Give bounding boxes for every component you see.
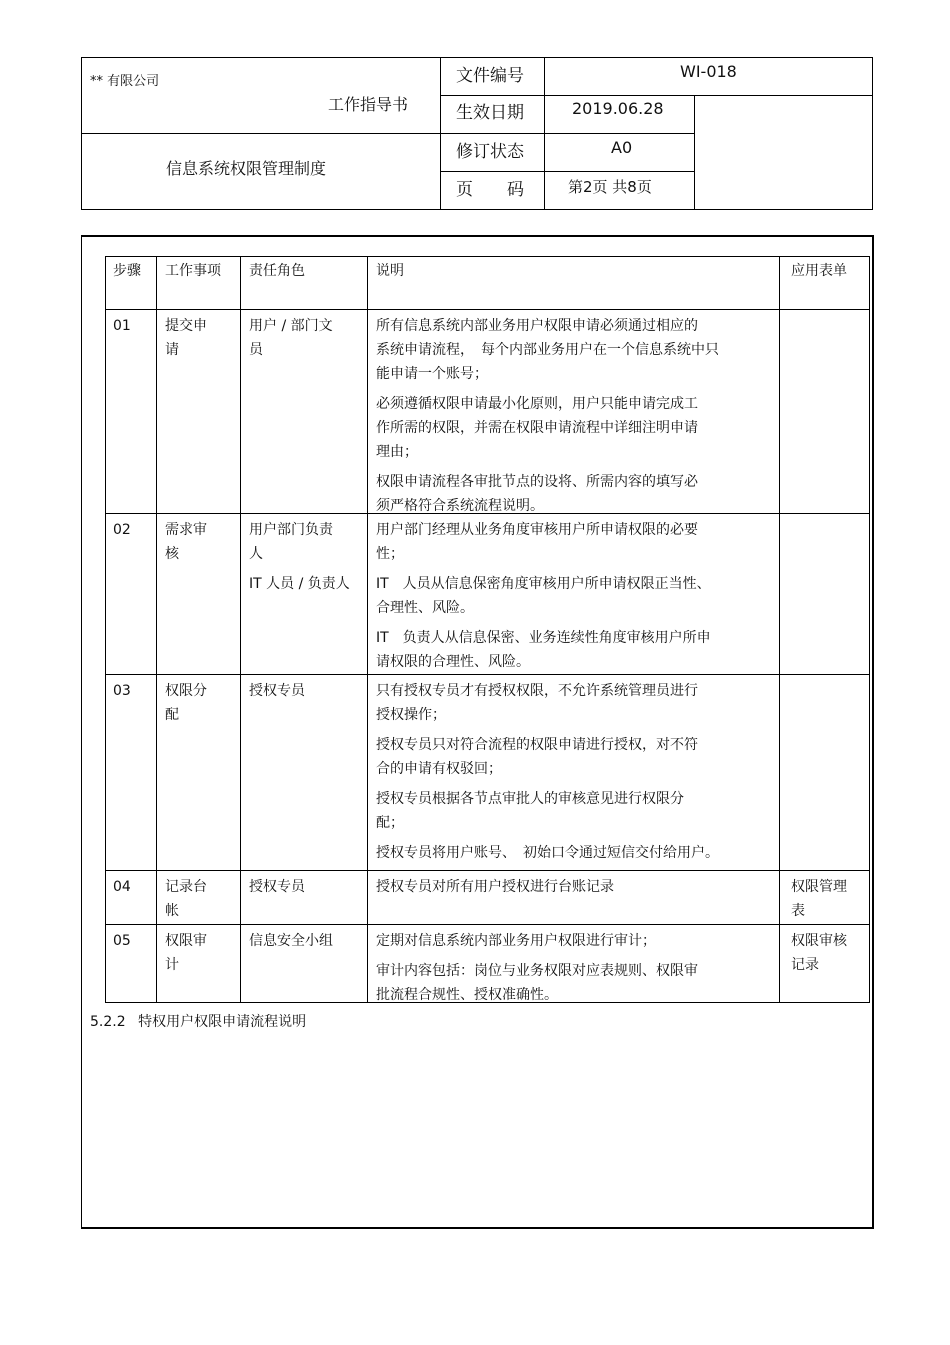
row-02-desc-para-2 xyxy=(376,572,711,620)
row-05-step: 05 xyxy=(113,933,131,949)
row-02-desc-3-2: 请权限的合理性、风险。 xyxy=(376,654,530,670)
table-hline-4 xyxy=(105,870,870,871)
row-02-desc-3-1: IT 负责人从信息保密、业务连续性角度审核用户所申 xyxy=(376,630,711,646)
row-02-desc-1-2: 性； xyxy=(376,546,404,562)
row-03-desc-2-2: 合的申请有权驳回； xyxy=(376,761,502,777)
row-03-desc-3-1: 授权专员根据各节点审批人的审核意见进行权限分 xyxy=(376,791,684,807)
field-value-effective-date: 2019.06.28 xyxy=(572,99,664,118)
row-05-desc-para-2 xyxy=(376,959,698,1007)
row-03-desc-para-3 xyxy=(376,787,719,835)
row-03-desc-3-2: 配； xyxy=(376,815,404,831)
table-hline-1 xyxy=(105,309,870,310)
table-vline-4 xyxy=(779,256,780,1003)
section-heading xyxy=(90,1010,306,1034)
row-02-role xyxy=(249,518,350,596)
section-title: 特权用户权限申请流程说明 xyxy=(138,1014,307,1030)
table-vline-1 xyxy=(156,256,157,1003)
row-02-desc-2-2: 合理性、风险。 xyxy=(376,600,474,616)
row-05-desc-2-1: 审计内容包括：岗位与业务权限对应表规则、权限审 xyxy=(376,963,698,979)
row-03-desc-para-1 xyxy=(376,679,719,727)
field-label-effective-date: 生效日期 xyxy=(456,103,524,123)
header-row-line-2 xyxy=(81,133,695,134)
table-vline-5 xyxy=(869,256,870,1003)
row-04-form-line-2: 表 xyxy=(791,903,805,919)
row-01-desc-para-3 xyxy=(376,470,719,518)
row-03-step: 03 xyxy=(113,683,131,699)
row-03-desc-para-4 xyxy=(376,841,719,865)
section-number: 5.2.2 xyxy=(90,1014,126,1030)
header-border-right xyxy=(872,57,873,210)
row-01-step: 01 xyxy=(113,318,131,334)
row-04-item-line-2: 帐 xyxy=(165,903,179,919)
row-02-role-line-3: IT 人员 / 负责人 xyxy=(249,576,350,592)
row-05-desc xyxy=(376,929,698,1007)
row-01-desc-2-1: 必须遵循权限申请最小化原则，用户只能申请完成工 xyxy=(376,396,698,412)
row-01-role-line-1: 用户 / 部门文 xyxy=(249,318,333,334)
procedure-table xyxy=(105,256,870,1003)
row-05-item xyxy=(165,929,207,977)
row-02-desc-1-1: 用户部门经理从业务角度审核用户所申请权限的必要 xyxy=(376,522,698,538)
row-01-desc-2-2: 作所需的权限，并需在权限申请流程中详细注明申请 xyxy=(376,420,698,436)
field-value-page: 第2页 共8页 xyxy=(568,178,652,196)
row-01-desc-1-2: 系统申请流程， 每个内部业务用户在一个信息系统中只 xyxy=(376,342,719,358)
row-02-item-line-1: 需求审 xyxy=(165,522,207,538)
row-04-step: 04 xyxy=(113,879,131,895)
table-hline-0 xyxy=(105,256,870,257)
field-value-revision: A0 xyxy=(611,138,633,157)
row-03-desc-4-1: 授权专员将用户账号、 初始口令通过短信交付给用户。 xyxy=(376,845,719,861)
row-01-role-line-2: 员 xyxy=(249,342,263,358)
row-02-role-line-2: 人 xyxy=(249,546,263,562)
row-04-form xyxy=(791,875,847,923)
row-02-desc-para-3 xyxy=(376,626,711,674)
row-01-desc-para-2 xyxy=(376,392,719,464)
table-vline-2 xyxy=(240,256,241,1003)
table-hline-3 xyxy=(105,674,870,675)
row-03-desc-2-1: 授权专员只对符合流程的权限申请进行授权，对不符 xyxy=(376,737,698,753)
header-border-bottom xyxy=(81,209,873,210)
row-04-form-line-1: 权限管理 xyxy=(791,879,847,895)
row-02-desc-para-1 xyxy=(376,518,711,566)
row-05-desc-para-1 xyxy=(376,929,698,953)
column-header-form: 应用表单 xyxy=(791,263,847,279)
field-value-doc-number: WI-018 xyxy=(680,62,737,81)
row-05-item-line-1: 权限审 xyxy=(165,933,207,949)
row-03-item-line-2: 配 xyxy=(165,707,179,723)
column-header-item xyxy=(165,259,225,283)
row-02-step: 02 xyxy=(113,522,131,538)
header-divider-extra xyxy=(694,95,695,210)
row-04-desc: 授权专员对所有用户授权进行台账记录 xyxy=(376,879,614,895)
row-05-form-line-1: 权限审核 xyxy=(791,933,847,949)
field-label-page: 页 码 xyxy=(456,180,524,200)
row-05-desc-1-1: 定期对信息系统内部业务用户权限进行审计； xyxy=(376,933,656,949)
column-header-step: 步骤 xyxy=(113,263,141,279)
row-01-desc-para-1 xyxy=(376,314,719,386)
row-04-item xyxy=(165,875,207,923)
table-vline-0 xyxy=(105,256,106,1003)
header-row-line-1 xyxy=(440,95,873,96)
row-03-desc xyxy=(376,679,719,865)
field-label-doc-number: 文件编号 xyxy=(456,66,524,86)
row-03-item xyxy=(165,679,207,727)
document-type: 工作指导书 xyxy=(328,95,409,114)
row-03-item-line-1: 权限分 xyxy=(165,683,207,699)
row-01-item-line-1: 提交申 xyxy=(165,318,207,334)
row-05-desc-2-2: 批流程合规性、授权准确性。 xyxy=(376,987,558,1003)
field-label-revision: 修订状态 xyxy=(456,142,524,162)
table-hline-5 xyxy=(105,924,870,925)
row-03-role: 授权专员 xyxy=(249,683,305,699)
column-header-desc: 说明 xyxy=(376,263,404,279)
row-01-desc-1-1: 所有信息系统内部业务用户权限申请必须通过相应的 xyxy=(376,318,698,334)
row-05-item-line-2: 计 xyxy=(165,957,179,973)
header-border-top xyxy=(81,57,873,58)
row-05-role: 信息安全小组 xyxy=(249,933,333,949)
column-header-role: 责任角色 xyxy=(249,263,305,279)
row-03-desc-1-2: 授权操作； xyxy=(376,707,446,723)
row-03-desc-1-1: 只有授权专员才有授权权限，不允许系统管理员进行 xyxy=(376,683,698,699)
row-05-form xyxy=(791,929,847,977)
row-01-desc-3-1: 权限申请流程各审批节点的设将、所需内容的填写必 xyxy=(376,474,698,490)
row-03-desc-para-2 xyxy=(376,733,719,781)
row-04-role: 授权专员 xyxy=(249,879,305,895)
header-row-line-3 xyxy=(440,171,695,172)
table-vline-3 xyxy=(367,256,368,1003)
row-02-item xyxy=(165,518,207,566)
row-01-item-line-2: 请 xyxy=(165,342,179,358)
row-01-item xyxy=(165,314,207,362)
row-01-role xyxy=(249,314,333,362)
row-01-desc-1-3: 能申请一个账号； xyxy=(376,366,488,382)
row-02-item-line-2: 核 xyxy=(165,546,179,562)
row-04-item-line-1: 记录台 xyxy=(165,879,207,895)
row-02-role-line-1: 用户部门负责 xyxy=(249,522,333,538)
row-01-desc-3-2: 须严格符合系统流程说明。 xyxy=(376,498,544,514)
row-01-desc-2-3: 理由； xyxy=(376,444,418,460)
row-05-form-line-2: 记录 xyxy=(791,957,819,973)
row-01-desc xyxy=(376,314,719,518)
row-02-desc-2-1: IT 人员从信息保密角度审核用户所申请权限正当性、 xyxy=(376,576,711,592)
company-name: ** 有限公司 xyxy=(90,74,160,89)
column-header-item-text: 工作事项 xyxy=(165,263,221,279)
row-02-desc xyxy=(376,518,711,674)
document-title: 信息系统权限管理制度 xyxy=(166,159,327,178)
